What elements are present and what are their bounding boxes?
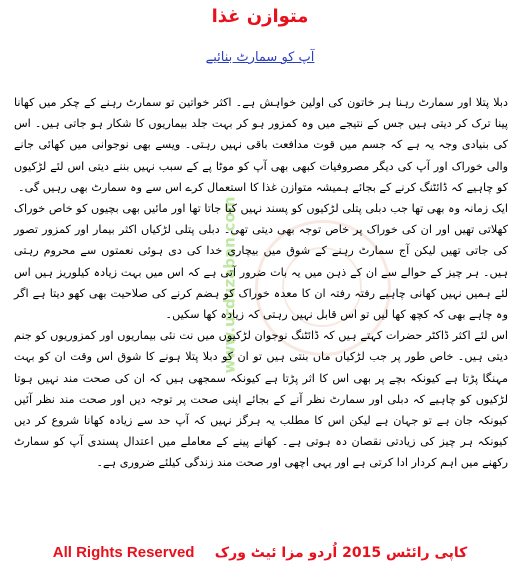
paragraph: اس لئے اکثر ڈاکٹر حضرات کہتے ہیں کہ ڈائٹنگ نوجوان لڑکیوں میں نت نئی بیماریوں اور کمزوریوں کو جنم دیتی ہیں۔ خاص طور پر جب لڑکیاں ماں بنتی ہیں تو ان کو دبلا پتلا ہونے کا شوق اس وقت ان کو بہت مہنگا پڑتا ہے کیونکہ بچے پر بھی اس کا اثر پڑتا ہے کیونکہ سمجھی ہیں کہ ان کی صحت مند نہیں ہوتا لڑکیوں کو چاہیے کہ دبلی اور سمارٹ نظر آنے کے بجائے اپنی صحت پر توجہ دیں اور صحت مند نظر آئیں کیونکہ جان ہے تو جہان ہے لیکن اس کا مطلب یہ ہرگز نہیں کہ آپ حد سے زیادہ کھانا شروع کر دیں کیونکہ ہر چیز کی زیادتی نقصان دہ ہوتی ہے۔ کھانے پینے کے معاملے میں اعتدال پسندی آپ کو سمارٹ رکھنے میں اہم کردار ادا کرتی ہے اور یہی اچھی اور صحت مند زندگی کیلئے ضروری ہے۔ — [14, 329, 508, 470]
article-title: متوازن غذا — [211, 6, 309, 27]
watermark-url-text: www.urduzaban.com — [220, 196, 238, 374]
paragraph: دبلا پتلا اور سمارٹ رہنا ہر خاتون کی اولین خواہش ہے۔ اکثر خواتین تو سمارٹ رہنے کے چکر میں کھانا پینا ترک کر دیتی ہیں جس کے نتیجے میں وہ کمزور ہو کر بہت جلد بیماریوں کا شکار ہو جاتی ہیں۔ اس کی بنیادی وجہ یہ ہے کہ جسم میں قوت مدافعت باقی نہیں رہتی۔ ویسے بھی نوجوانی میں کھائی جانے والی خوراک اور آپ کی دیگر مصروفیات کبھی بھی آپ کو موٹا پے کے سبب نہیں بننے دیتی اس لئے لڑکیوں کو چاہیے کہ ڈائٹنگ کرنے کے بجائے ہمیشہ متوازن غذا کا استعمال کرے اس سے وہ سمارٹ بھی رہیں گی۔ — [14, 96, 508, 194]
footer — [0, 542, 520, 561]
article-body — [14, 92, 508, 474]
copyright-urdu: کاپی رائٹس 2015 اُردو مزا ئیٹ ورک — [214, 545, 468, 561]
article-subtitle: آپ کو سمارٹ بنائیے — [205, 50, 315, 65]
paragraph: ایک زمانہ وہ بھی تھا جب دبلی پتلی لڑکیوں کو پسند نہیں کیا جاتا تھا اور مائیں بھی بچیوں کو خاص خوراک کھلاتی تھیں اور ان کی خوراک پر خاص توجہ بھی دیتی تھی۔ دبلی پتلی لڑکیاں اکثر بیمار اور کمزور تصور کی جاتی تھیں لیکن آج سمارٹ رہنے کے شوق میں بیچاری خدا کی دی ہوئی نعمتوں سے محروم رہتی ہیں۔ ہر چیز کے حوالے سے ان کے ذہن میں یہ بات ضرور آتی ہے کہ اس میں بہت زیادہ کیلوریز ہیں اس لئے ہمیں نہیں کھانی چاہیے رفتہ رفتہ ان کا معدہ خوراک کو ہضم کرنے کی صلاحیت بھی کھو دیتا ہے اگر وہ چاہے بھی کہ کچھ کھا لیں تو اس قابل نہیں رہتی کہ زیادہ کھا سکیں۔ — [14, 202, 508, 322]
all-rights-reserved: All Rights Reserved — [52, 544, 195, 561]
